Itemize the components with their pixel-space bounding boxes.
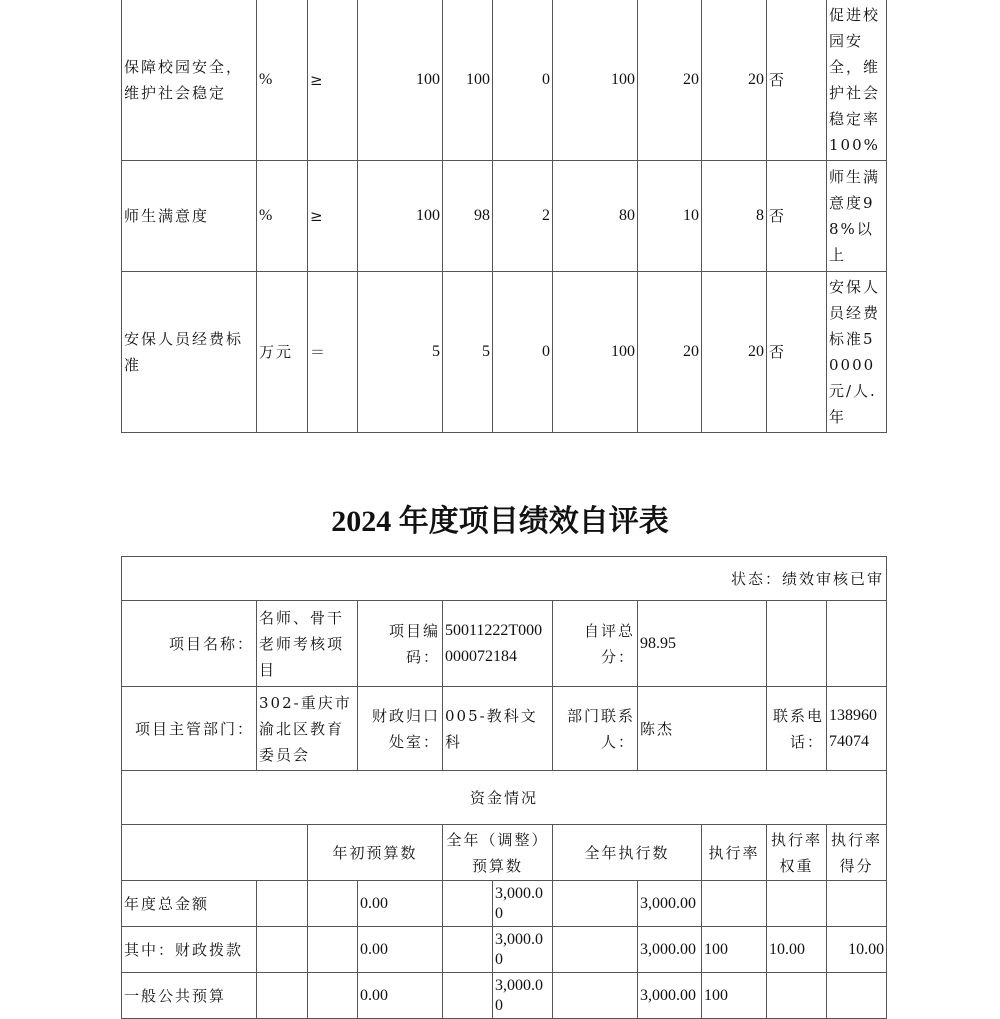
deviation: 2 (493, 161, 553, 272)
actual-value: 5 (443, 272, 493, 433)
executed-amount: 3,000.00 (638, 881, 702, 927)
execution-rate: 100 (702, 973, 767, 1019)
empty-cell (827, 601, 887, 687)
funds-label: 一般公共预算 (122, 973, 257, 1019)
target-value: 100 (358, 0, 443, 161)
deviation: 0 (493, 0, 553, 161)
header-weight: 执行率权重 (767, 825, 827, 881)
status-row (122, 557, 887, 601)
executed-amount: 3,000.00 (638, 973, 702, 1019)
deviation: 0 (493, 272, 553, 433)
department-label: 项目主管部门： (122, 687, 257, 771)
funds-column-header-row (122, 825, 887, 881)
project-info-row (122, 601, 887, 687)
project-code-label: 项目编码： (358, 601, 443, 687)
status-text: 状态：绩效审核已审 (122, 557, 887, 601)
funds-header: 资金情况 (122, 771, 887, 825)
indicator-name: 保障校园安全，维护社会稳定 (122, 0, 257, 161)
weight: 20 (638, 0, 702, 161)
operator: ≥ (308, 161, 358, 272)
funds-row (122, 973, 887, 1019)
actual-value: 100 (443, 0, 493, 161)
indicator-name: 安保人员经费标准 (122, 272, 257, 433)
header-adjusted-budget: 全年（调整）预算数 (443, 825, 553, 881)
actual-value: 98 (443, 161, 493, 272)
total-score: 98.95 (638, 601, 767, 687)
unit: % (257, 0, 308, 161)
adjusted-budget: 3,000.00 (493, 881, 553, 927)
execution-score (827, 973, 887, 1019)
score: 8 (702, 161, 767, 272)
execution-weight (767, 881, 827, 927)
operator: ＝ (308, 272, 358, 433)
department-row (122, 687, 887, 771)
header-rate: 执行率 (702, 825, 767, 881)
page-title: 2024 年度项目绩效自评表 (331, 505, 669, 538)
indicator-table (121, 0, 887, 433)
flag: 否 (767, 272, 827, 433)
execution-weight: 10.00 (767, 927, 827, 973)
empty-cell (553, 927, 638, 973)
department: 302-重庆市渝北区教育委员会 (257, 687, 358, 771)
funds-header-row (122, 771, 887, 825)
indicator-name: 师生满意度 (122, 161, 257, 272)
adjusted-budget: 3,000.00 (493, 973, 553, 1019)
table-row (122, 0, 887, 161)
initial-budget: 0.00 (358, 881, 443, 927)
finance-office: 005-教科文科 (443, 687, 553, 771)
flag: 否 (767, 0, 827, 161)
note: 安保人员经费标准50000元/人.年 (827, 272, 887, 433)
operator: ≥ (308, 0, 358, 161)
target-value: 5 (358, 272, 443, 433)
funds-label: 年度总金额 (122, 881, 257, 927)
phone-number: 13896074074 (827, 687, 887, 771)
self-evaluation-table (121, 556, 887, 1019)
funds-row (122, 881, 887, 927)
empty-cell (553, 973, 638, 1019)
header-rate-score: 执行率得分 (827, 825, 887, 881)
execution-rate (702, 881, 767, 927)
adjusted-budget: 3,000.00 (493, 927, 553, 973)
empty-cell (443, 973, 493, 1019)
project-name: 名师、骨干老师考核项目 (257, 601, 358, 687)
execution-rate: 100 (702, 927, 767, 973)
executed-amount: 3,000.00 (638, 927, 702, 973)
empty-cell (308, 881, 358, 927)
phone-label: 联系电话： (767, 687, 827, 771)
execution-score (827, 881, 887, 927)
weight: 10 (638, 161, 702, 272)
unit: 万元 (257, 272, 308, 433)
table-row (122, 272, 887, 433)
project-code: 50011222T000000072184 (443, 601, 553, 687)
empty-cell (257, 973, 308, 1019)
funds-row (122, 927, 887, 973)
score: 20 (702, 272, 767, 433)
empty-cell (767, 601, 827, 687)
contact-person: 陈杰 (638, 687, 767, 771)
initial-budget: 0.00 (358, 927, 443, 973)
completion-rate: 100 (553, 272, 638, 433)
score-label: 自评总分： (553, 601, 638, 687)
empty-cell (443, 881, 493, 927)
contact-label: 部门联系人： (553, 687, 638, 771)
finance-office-label: 财政归口处室： (358, 687, 443, 771)
execution-weight (767, 973, 827, 1019)
initial-budget: 0.00 (358, 973, 443, 1019)
empty-cell (257, 881, 308, 927)
completion-rate: 100 (553, 0, 638, 161)
flag: 否 (767, 161, 827, 272)
empty-header (122, 825, 308, 881)
header-executed: 全年执行数 (553, 825, 702, 881)
unit: % (257, 161, 308, 272)
score: 20 (702, 0, 767, 161)
note: 促进校园安全，维护社会稳定率100% (827, 0, 887, 161)
empty-cell (308, 973, 358, 1019)
empty-cell (553, 881, 638, 927)
header-initial-budget: 年初预算数 (308, 825, 443, 881)
note: 师生满意度98%以上 (827, 161, 887, 272)
empty-cell (308, 927, 358, 973)
empty-cell (257, 927, 308, 973)
completion-rate: 80 (553, 161, 638, 272)
funds-label: 其中：财政拨款 (122, 927, 257, 973)
empty-cell (443, 927, 493, 973)
weight: 20 (638, 272, 702, 433)
table-row (122, 161, 887, 272)
project-name-label: 项目名称： (122, 601, 257, 687)
target-value: 100 (358, 161, 443, 272)
execution-score: 10.00 (827, 927, 887, 973)
